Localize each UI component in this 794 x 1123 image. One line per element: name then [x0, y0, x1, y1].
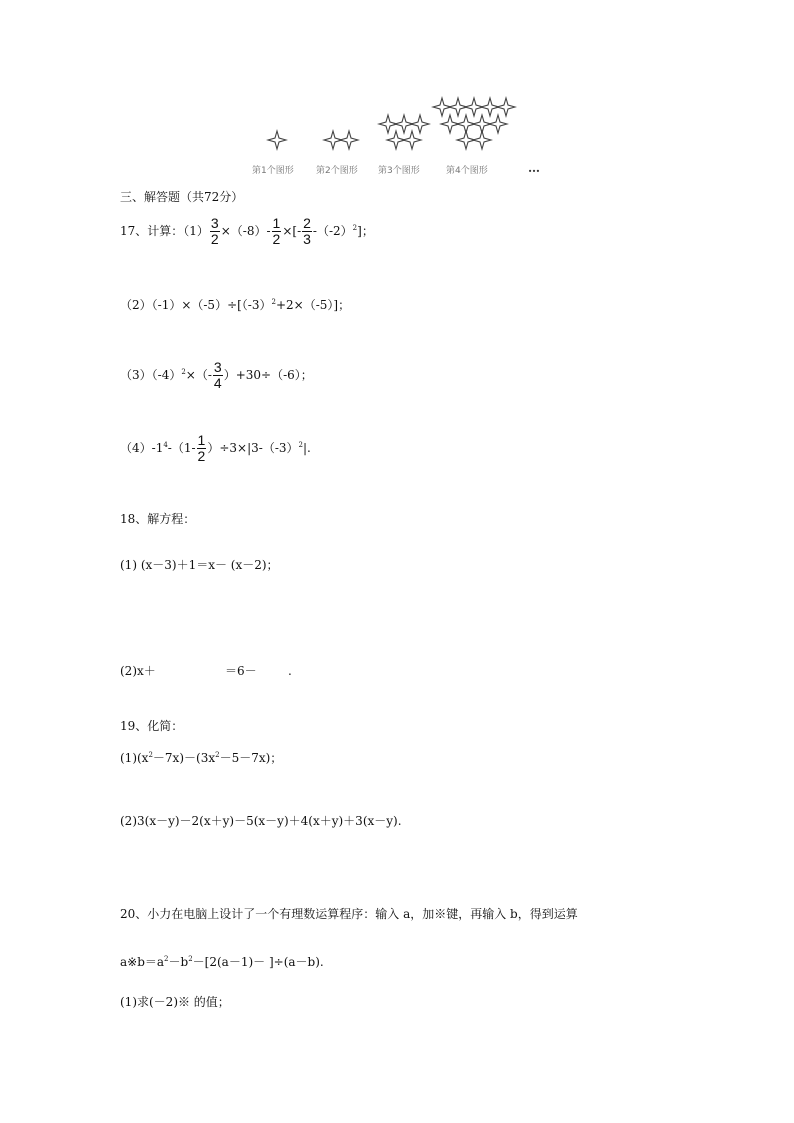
figure-caption-4: 第4个图形 — [446, 166, 488, 176]
q18-label: 18、解方程： — [120, 512, 196, 526]
exponent: 2 — [298, 441, 303, 449]
q20-line2 — [120, 954, 324, 970]
q17-p4-text3: ）÷3×|3-（-3） — [207, 441, 299, 455]
q17-part1 — [120, 216, 374, 247]
q17-p1-text3: -（-2） — [312, 224, 353, 238]
q17-p3-text3: ）+30÷（-6）； — [223, 368, 313, 382]
fraction-1-2: $\frac{1}{2}$ — [272, 215, 281, 247]
q19-p1-text1: (1)(x — [120, 751, 149, 765]
fraction-2-3: $\frac{2}{3}$ — [303, 215, 311, 247]
exponent: 4 — [163, 441, 168, 449]
q19-label: 19、化简： — [120, 719, 184, 733]
q17-p4-text4: |. — [302, 441, 311, 455]
four-point-star-icon — [402, 130, 422, 150]
q18-part2-a: (2)x＋ — [120, 664, 156, 678]
exponent: 2 — [271, 298, 276, 306]
fraction-1-2: $\frac{1}{2}$ — [197, 432, 206, 464]
exponent: 2 — [188, 955, 193, 963]
exponent: 2 — [181, 368, 186, 376]
q17-p2-text2: +2×（-5）]； — [275, 298, 351, 312]
exponent: 2 — [164, 955, 169, 963]
q17-part4 — [120, 433, 311, 464]
exponent: 2 — [148, 751, 153, 759]
q17-p1-text1: ×（-8）- — [220, 224, 271, 238]
figure-caption-2: 第2个图形 — [316, 166, 358, 176]
exponent: 2 — [352, 224, 358, 232]
q20-l2-text2: －b — [168, 955, 189, 969]
section-title: 三、解答题（共72分） — [120, 190, 244, 204]
star-pattern-figure — [0, 0, 794, 180]
figure-caption-3: 第3个图形 — [378, 166, 420, 176]
q17-p1-text2: ×[- — [282, 224, 302, 238]
four-point-star-icon — [472, 130, 492, 150]
fraction-3-2: $\frac{3}{2}$ — [210, 215, 219, 247]
q19-p1-text2: －7x)－(3x — [152, 751, 216, 765]
q18-part2-b: ＝6－ — [225, 664, 257, 678]
q20-part1: (1)求(－2)※ 的值； — [120, 995, 230, 1009]
q17-part2 — [120, 297, 350, 313]
q17-part3 — [120, 360, 313, 391]
q19-part1 — [120, 750, 282, 766]
q19-p1-text3: －5－7x)； — [219, 751, 283, 765]
figure-ellipsis: … — [528, 161, 540, 175]
exponent: 2 — [215, 751, 220, 759]
q17-p4-text2: -（1- — [167, 441, 196, 455]
four-point-star-icon — [339, 130, 359, 150]
fraction-3-4: $\frac{3}{4}$ — [213, 359, 222, 391]
q20-l2-text3: －[2(a－1)－ ]÷(a－b). — [192, 955, 324, 969]
q17-p2-text1: （2）（-1）×（-5）÷[（-3） — [120, 298, 272, 312]
q17-p3-text1: （3）（-4） — [120, 368, 182, 382]
q20-line1: 20、小力在电脑上设计了一个有理数运算程序：输入 a，加※键，再输入 b，得到运算 — [120, 907, 578, 921]
q18-part2-c: . — [288, 664, 292, 678]
q17-p3-text2: ×（- — [185, 368, 212, 382]
q17-p1-text4: ]； — [357, 224, 374, 238]
q17-label: 17、计算： — [120, 224, 184, 238]
figure-caption-1: 第1个图形 — [252, 166, 294, 176]
q20-l2-text1: a※b＝a — [120, 955, 165, 969]
four-point-star-icon — [267, 130, 287, 150]
q17-p1-index: （1） — [183, 224, 209, 238]
q19-part2: (2)3(x－y)－2(x＋y)－5(x－y)＋4(x＋y)＋3(x－y). — [120, 814, 402, 828]
q17-p4-text1: （4）-1 — [120, 441, 164, 455]
q18-part1: (1) (x－3)＋1＝x－ (x－2)； — [120, 558, 279, 572]
